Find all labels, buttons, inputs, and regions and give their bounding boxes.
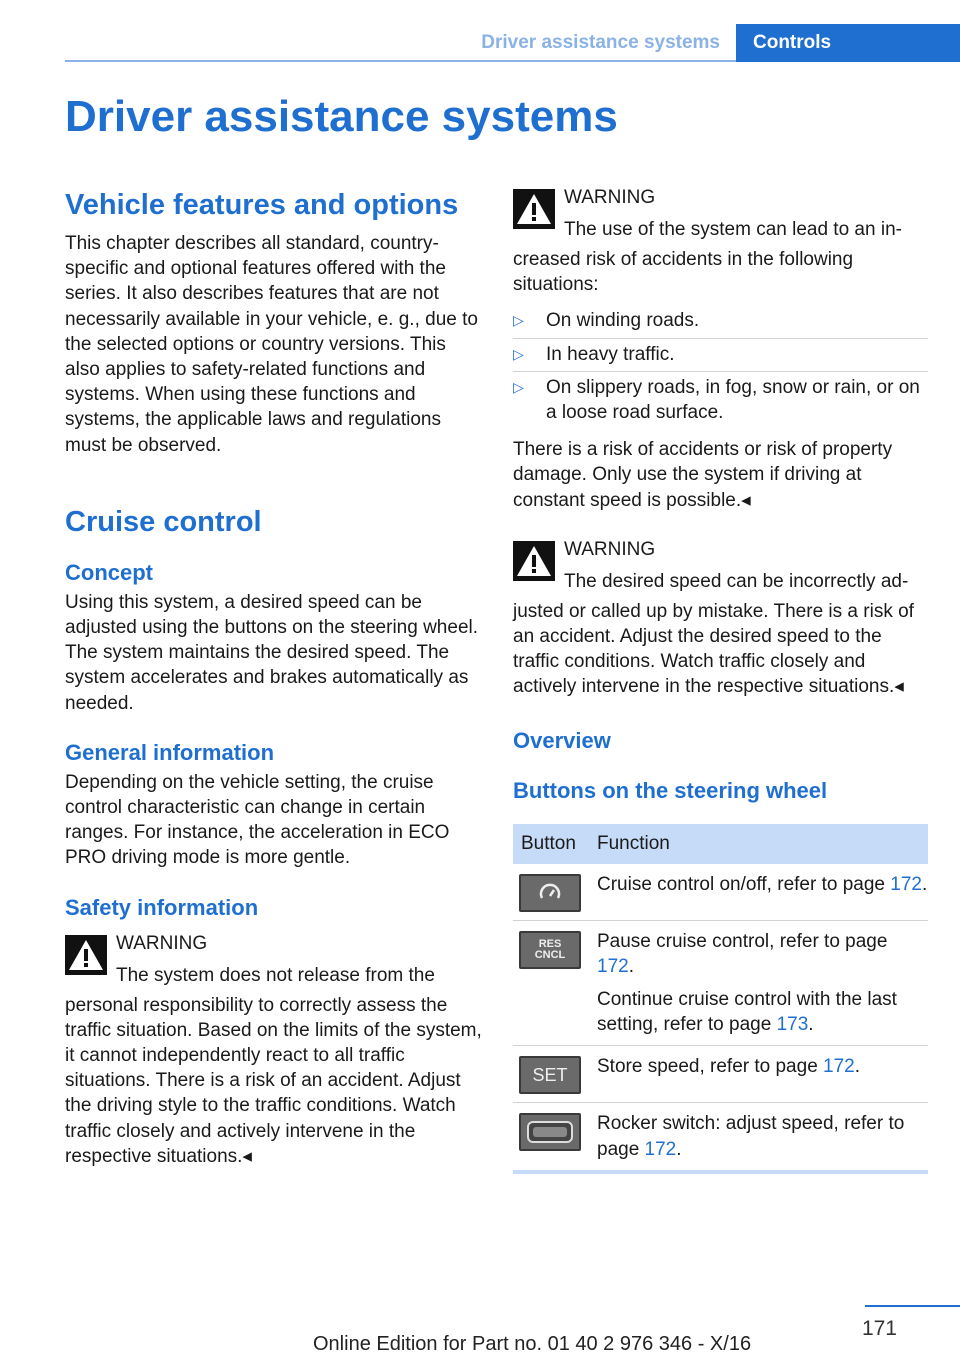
warning-triangle-icon (513, 189, 555, 229)
page-link[interactable]: 173 (776, 1014, 809, 1036)
vehicle-features-body: This chapter describes all standard, country-specific and optional features offered with the series. It also describes features that are not necessarily available in your vehicle, e. g., due to the selected options or country versions. This also applies to safety-related functions and systems. When using these functions and systems, the applicable laws and regulations must be observed. (65, 233, 478, 456)
warning-text: personal responsibility to correctly assess the traffic situation. Based on the limits of the system, it cannot independently react to all traffic situations. There is a risk of an accident. Adjust the driving style to the traffic conditions. Watch traffic closely and actively intervene in the respective situations.◂ (65, 994, 482, 1167)
bullet-triangle-icon: ▷ (513, 312, 524, 329)
bullet-triangle-icon: ▷ (513, 378, 524, 395)
column-header-button: Button (513, 824, 589, 864)
footer-rule (865, 1305, 960, 1307)
warning-label: WARNING (564, 187, 656, 208)
page-link[interactable]: 172 (644, 1138, 677, 1160)
table-row: Cruise control on/off, refer to page 172. (513, 864, 928, 921)
list-item: ▷ In heavy traffic. (513, 339, 928, 372)
warning-triangle-icon (65, 935, 107, 975)
rocker-switch-icon (519, 1113, 581, 1151)
warning-triangle-icon (513, 541, 555, 581)
buttons-heading: Buttons on the steering wheel (513, 777, 828, 803)
list-item: ▷ On winding roads. (513, 305, 928, 338)
warning-label: WARNING (564, 538, 656, 560)
warning-label: WARNING (116, 932, 208, 954)
warning-block (513, 183, 928, 297)
warning-text: creased risk of accidents in the following situations: (513, 249, 854, 296)
left-column (65, 185, 483, 1169)
table-row: Rocker switch: adjust speed, refer to page 172. (513, 1103, 928, 1172)
res-cncl-icon: RES CNCL (519, 931, 581, 969)
edition-footer: Online Edition for Part no. 01 40 2 976 346 - X/16 (313, 1333, 752, 1355)
page-link[interactable]: 172 (890, 873, 922, 895)
right-column (513, 185, 928, 1174)
general-info-body: Depending on the vehicle setting, the cruise control characteristic can change in certain ranges. For instance, the acceleration in ECO PRO driving mode is more gentle. (65, 771, 450, 869)
page-number: 171 (861, 1317, 897, 1340)
list-item: ▷ On slippery roads, in fog, snow or rain, or on a loose road surface. (513, 376, 920, 424)
bullet-triangle-icon: ▷ (513, 345, 524, 362)
situation-list (513, 305, 928, 429)
safety-info-heading: Safety information (65, 894, 259, 920)
buttons-table (513, 824, 928, 1174)
warning-text-first: The use of the system can lead to an in- (564, 219, 902, 240)
concept-body: Using this system, a desired speed can be adjusted using the buttons on the steering wheel. The system maintains the desired speed. The system accelerates and brakes automatically as needed. (65, 591, 479, 714)
warning-block (65, 929, 483, 1169)
overview-heading: Overview (513, 727, 611, 753)
page-title: Driver assistance systems (65, 92, 618, 141)
header-chapter-tab[interactable]: Controls (736, 24, 960, 62)
header-section-title: Driver assistance systems (481, 32, 720, 53)
table-header-row (513, 824, 928, 864)
risk-text: There is a risk of accidents or risk of property damage. Only use the system if driving at constant speed is possible.◂ (513, 439, 893, 511)
warning-text-first: The system does not release from the (116, 964, 435, 986)
page-link[interactable]: 172 (823, 1056, 855, 1078)
concept-heading: Concept (65, 559, 153, 585)
cruise-onoff-icon (519, 874, 581, 912)
warning-block (513, 535, 928, 700)
set-icon: SET (519, 1056, 581, 1094)
cruise-control-heading: Cruise control (65, 505, 262, 538)
warning-text-first: The desired speed can be incorrectly ad- (564, 570, 909, 592)
table-row: SET Store speed, refer to page 172. (513, 1046, 928, 1103)
table-row: RES CNCL Pause cruise control, refer to page 172. Continue cruise control with the last setting, refer to page 173. (513, 920, 928, 1046)
column-header-function: Function (589, 824, 928, 864)
warning-text: justed or called up by mistake. There is a risk of an accident. Adjust the desired speed to the traffic conditions. Watch traffic closely and actively intervene in the respective situations.◂ (513, 600, 914, 698)
vehicle-features-heading: Vehicle features and options (65, 189, 459, 221)
page-link[interactable]: 172 (597, 955, 629, 977)
general-info-heading: General information (65, 739, 275, 765)
